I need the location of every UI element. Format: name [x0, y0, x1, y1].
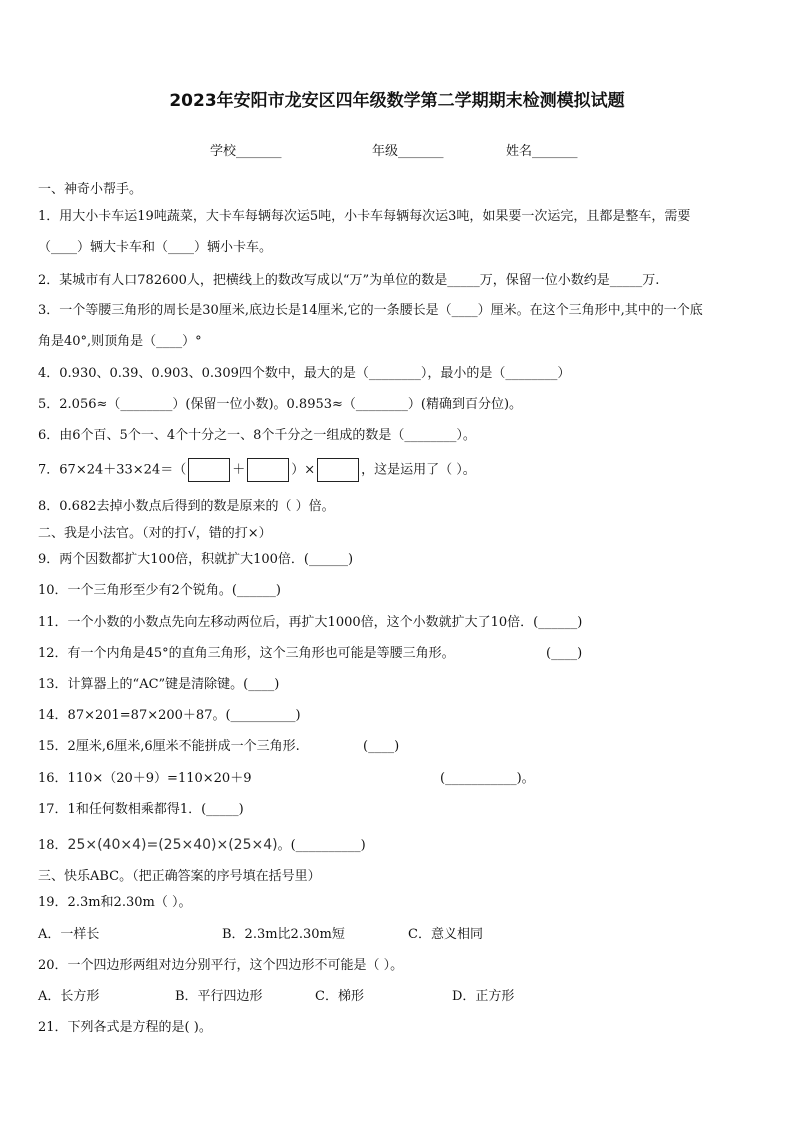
question-17: 17．1和任何数相乘都得1．(_____) [38, 802, 244, 817]
answer-box[interactable] [317, 458, 359, 482]
question-15-blank: (____) [363, 739, 400, 754]
section-heading-1: 一、神奇小帮手。 [38, 182, 143, 197]
question-19-option-a: A．一样长 [38, 927, 100, 942]
question-7-end: ，这是运用了（ ）。 [361, 462, 476, 478]
question-15: 15．2厘米,6厘米,6厘米不能拼成一个三角形. [38, 739, 300, 754]
question-12-blank: (____) [546, 646, 583, 661]
question-3-line-2: 角是40°,则顶角是（____）° [38, 334, 202, 349]
question-2: 2．某城市有人口782600人，把横线上的数改写成以“万”为单位的数是_____万，保留一位小数约是_____万. [38, 273, 660, 288]
question-7-close: ）× [291, 462, 316, 478]
question-21: 21．下列各式是方程的是( )。 [38, 1020, 212, 1035]
answer-box[interactable] [247, 458, 289, 482]
question-11: 11．一个小数的小数点先向左移动两位后，再扩大1000倍，这个小数就扩大了10倍．(______) [38, 615, 583, 630]
school-field: 学校_______ [210, 144, 282, 159]
question-7-start: 7．67×24＋33×24＝（ [38, 462, 187, 478]
question-19-option-b: B．2.3m比2.30m短 [222, 927, 345, 942]
section-heading-3: 三、快乐ABC。（把正确答案的序号填在括号里） [38, 869, 321, 884]
plus-sign: ＋ [232, 462, 246, 478]
question-20-option-b: B．平行四边形 [175, 989, 263, 1004]
question-16-blank: (___________)。 [440, 771, 535, 786]
question-16: 16．110×（20＋9）=110×20＋9 [38, 771, 252, 786]
question-20-option-a: A．长方形 [38, 989, 100, 1004]
question-8: 8．0.682去掉小数点后得到的数是原来的（ ）倍。 [38, 499, 335, 514]
question-1-line-2: （____）辆大卡车和（____）辆小卡车。 [38, 240, 273, 255]
question-6: 6．由6个百、5个一、4个十分之一、8个千分之一组成的数是（________）。 [38, 428, 476, 443]
question-10: 10．一个三角形至少有2个锐角。(______) [38, 583, 281, 598]
grade-field: 年级_______ [372, 144, 444, 159]
answer-box[interactable] [188, 458, 230, 482]
question-5: 5．2.056≈（________）(保留一位小数)。0.8953≈（________）(精确到百分位)。 [38, 397, 523, 412]
question-18-number: 18． [38, 838, 68, 853]
question-18-formula: 25×(40×4)=(25×40)×(25×4) [67, 837, 278, 853]
question-18-end: 。(__________) [277, 838, 366, 853]
question-13: 13．计算器上的“AC”键是清除键。(____) [38, 677, 280, 692]
question-20: 20．一个四边形两组对边分别平行，这个四边形不可能是（ ）。 [38, 958, 404, 973]
question-9: 9．两个因数都扩大100倍，积就扩大100倍．(______) [38, 552, 354, 567]
name-field: 姓名_______ [506, 144, 578, 159]
question-4: 4．0.930、0.39、0.903、0.309四个数中，最大的是（________），最小的是（________） [38, 366, 571, 381]
question-14: 14．87×201=87×200＋87。(__________) [38, 708, 301, 723]
question-3-line-1: 3．一个等腰三角形的周长是30厘米,底边长是14厘米,它的一条腰长是（____）厘米。在这个三角形中,其中的一个底 [38, 303, 703, 318]
question-7 [38, 458, 476, 482]
question-20-option-d: D．正方形 [452, 989, 515, 1004]
question-19-option-c: C．意义相同 [408, 927, 483, 942]
question-12: 12．有一个内角是45°的直角三角形，这个三角形也可能是等腰三角形。 [38, 646, 455, 661]
question-19: 19．2.3m和2.30m（ ）。 [38, 895, 192, 910]
page-title: 2023年安阳市龙安区四年级数学第二学期期末检测模拟试题 [169, 91, 625, 111]
question-20-option-c: C．梯形 [315, 989, 364, 1004]
question-1-line-1: 1．用大小卡车运19吨蔬菜，大卡车每辆每次运5吨，小卡车每辆每次运3吨，如果要一次运完，且都是整车，需要 [38, 209, 691, 224]
question-18 [38, 837, 366, 854]
section-heading-2: 二、我是小法官。（对的打√，错的打×） [38, 526, 272, 541]
